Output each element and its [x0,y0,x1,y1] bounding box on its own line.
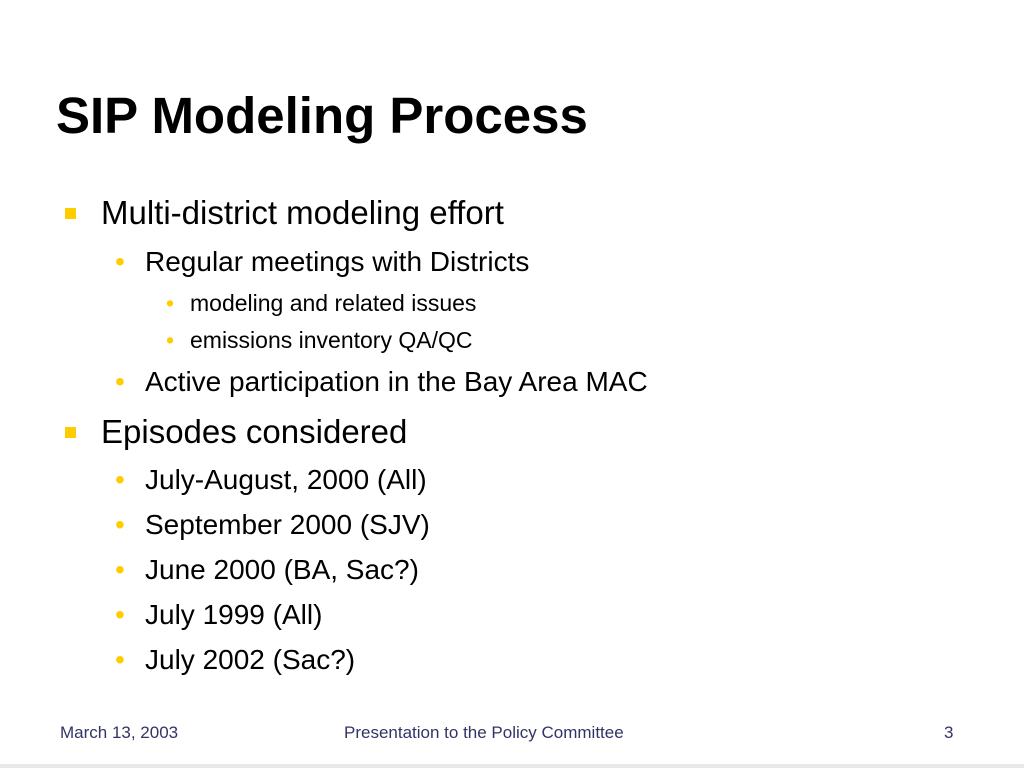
bullet-level3 [166,289,477,317]
square-bullet-icon [65,208,76,219]
bullet-level2 [115,643,356,677]
bullet-text: July 1999 (All) [145,599,323,630]
bullet-level3 [166,326,473,354]
bullet-level1 [101,193,504,233]
bullet-text: July-August, 2000 (All) [145,464,427,495]
bullet-level2 [115,245,530,279]
footer-page-number: 3 [944,723,954,742]
bullet-level2 [115,365,648,399]
dot-bullet-icon: • [115,366,125,397]
dot-bullet-icon: • [115,599,125,630]
square-bullet-icon [65,427,76,438]
bullet-level1 [101,412,407,452]
dot-bullet-icon: • [115,464,125,495]
footer-date: March 13, 2003 [60,723,179,742]
bullet-level2 [115,508,430,542]
bullet-text: June 2000 (BA, Sac?) [145,554,419,585]
dot-bullet-icon: • [115,644,125,675]
dot-bullet-icon: • [166,327,175,353]
bullet-text: Regular meetings with Districts [145,246,530,277]
bullet-text: modeling and related issues [190,290,477,316]
footer-presentation-title: Presentation to the Policy Committee [344,723,624,742]
bullet-level2 [115,463,427,497]
bullet-text: Episodes considered [101,413,408,450]
dot-bullet-icon: • [166,290,175,316]
slide-title: SIP Modeling Process [56,87,588,144]
bottom-divider [0,764,1024,768]
bullet-level2 [115,553,419,587]
bullet-text: Multi-district modeling effort [101,194,504,231]
bullet-text: emissions inventory QA/QC [190,327,473,353]
bullet-text: July 2002 (Sac?) [145,644,356,675]
dot-bullet-icon: • [115,246,125,277]
dot-bullet-icon: • [115,554,125,585]
bullet-level2 [115,598,323,632]
dot-bullet-icon: • [115,509,125,540]
bullet-text: Active participation in the Bay Area MAC [145,366,648,397]
bullet-text: September 2000 (SJV) [145,509,430,540]
